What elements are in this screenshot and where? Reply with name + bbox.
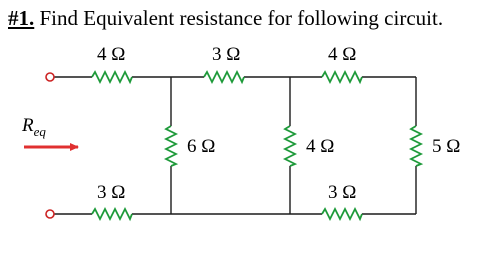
label-shunt-middle: 4 Ω — [306, 136, 335, 157]
resistor-bottom-right — [322, 209, 362, 219]
label-bottom-right: 3 Ω — [328, 182, 357, 203]
label-shunt-right: 5 Ω — [432, 136, 461, 157]
resistor-top-middle — [204, 72, 244, 82]
resistor-bottom-left — [92, 209, 132, 219]
req-subscript: eq — [33, 124, 46, 139]
label-top-middle: 3 Ω — [212, 44, 241, 65]
problem-number: #1. — [8, 6, 35, 30]
resistor-shunt-left — [166, 126, 176, 166]
label-shunt-left: 6 Ω — [187, 136, 216, 157]
req-label — [21, 115, 46, 139]
resistor-shunt-right — [411, 126, 421, 166]
resistor-shunt-middle — [285, 126, 295, 166]
label-top-left: 4 Ω — [97, 44, 126, 65]
req-symbol: R — [22, 115, 34, 136]
resistor-top-right — [322, 72, 362, 82]
input-terminal-bottom — [46, 210, 54, 218]
label-bottom-left: 3 Ω — [97, 182, 126, 203]
input-terminal-top — [46, 73, 54, 81]
problem-text: Find Equivalent resistance for following circuit. — [39, 6, 444, 30]
resistor-top-left — [92, 72, 132, 82]
label-top-right: 4 Ω — [328, 44, 357, 65]
